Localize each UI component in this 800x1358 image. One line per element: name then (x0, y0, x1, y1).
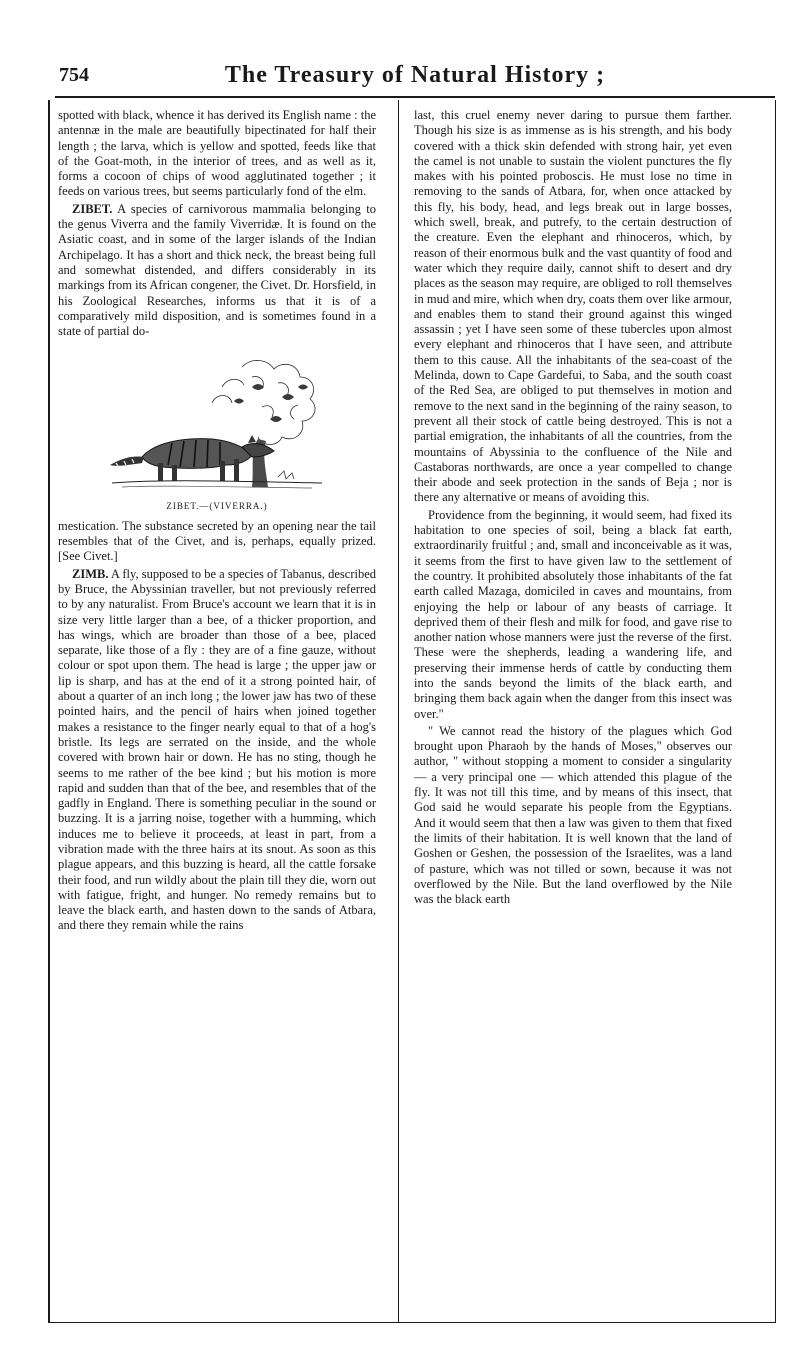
figure-caption: ZIBET.—(VIVERRA.) (166, 501, 268, 512)
entry-zimb (58, 567, 376, 934)
entry-zibet (58, 202, 376, 340)
left-border-rule (48, 100, 50, 1322)
entry-heading-zibet: ZIBET. (72, 201, 113, 216)
paragraph-providence: Providence from the beginning, it would seem, had fixed its habitation to one species of soil, being a black fat earth, extraordinarily fruitful ; and, small and inconceivable as it was, it seems from the first to have given law to the settlement of the country. It prohibited absolutely those inhabitants of the fat earth called Mazaga, domiciled in caves and mountains, from enjoying the help or labour of any beasts of carriage. It deprived them of their flesh and milk for food, and gave rise to another nation whose manners were just the reverse of the first. These were the shepherds, leading a wandering life, and preserving their immense herds of cattle by conducting them into the sands beyond the limits of the black earth, and bringing them back again when the danger from this insect was over." (414, 507, 732, 721)
column-divider (398, 100, 399, 1322)
page-number: 754 (59, 64, 89, 86)
zibet-illustration (58, 347, 376, 514)
right-border-rule (775, 100, 776, 1322)
running-title: The Treasury of Natural History ; (224, 62, 606, 88)
paragraph-continued-right: last, this cruel enemy never daring to pursue them farther. Though his size is as immense as is his strength, and his body covered with a thick skin defended with strong hair, yet even the camel is not unable to sustain the violent punctures the fly makes with his pointed proboscis. He must lose no time in removing to the sands of Atbara, for, when once attacked by this fly, his body, head, and legs break out in large bosses, which swell, break, and putrefy, to the certain destruction of the creature. Even the elephant and rhinoceros, which, by reason of their enormous bulk and the vast quantity of food and water which they require daily, cannot shift to desert and dry places as the season may require, are obliged to roll themselves in mud and mire, which when dry, coats them over like armour, and enables them to stand their ground against this winged assassin ; yet I have seen some of these tubercles upon almost every elephant and rhinoceros that I have seen, and attribute them to this cause. All the inhabitants of the sea-coast of the Melinda, down to Cape Gardefui, to Saba, and the south coast of the Red Sea, are obliged to put themselves in motion and remove to the next sand in the beginning of the rainy season, to prevent all their stock of cattle being destroyed. This is not a partial emigration, the inhabitants of all the countries, from the mountains of Abyssinia to the confluence of the Nile and Castaboras northwards, are once a year compelled to change their abode and seek protection in the sands of Beja ; nor is there any alternative or means of avoiding this. (414, 108, 732, 505)
paragraph-after-figure: mestication. The substance secreted by an opening near the tail resembles that of the Civet, and is, perhaps, equally prized. [See Civet.] (58, 518, 376, 564)
paragraph-plagues: " We cannot read the history of the plagues which God brought upon Pharaoh by the hands of Moses," observes our author, " without stopping a moment to consider a singularity — a very principal one — which attended this plague of the fly. It was not till this time, and by means of this insect, that God said he would separate his people from the Egyptians. And it would seem that then a law was given to them that fixed the limits of their habitation. It is well known that the land of Goshen or Geshen, the possession of the Israelites, was a land of pasture, which was not tilled or sown, because it was not overflowed by the Nile. But the land overflowed by the Nile was the black earth (414, 723, 732, 907)
zibet-engraving (102, 347, 332, 497)
entry-heading-zimb: ZIMB. (72, 566, 109, 581)
page-header (55, 62, 775, 98)
paragraph-continued: spotted with black, whence it has derived its English name : the antennæ in the male are beautifully bipectinated for half their length ; the larva, which is yellow and spotted, feeds like that of the Goat-moth, in the interior of trees, and as well as it, forms a cocoon of chips of wood agglutinated together ; it feeds on various trees, but seems particularly fond of the elm. (58, 108, 376, 199)
right-column (414, 108, 732, 909)
bottom-border-rule (48, 1322, 776, 1323)
left-column (58, 108, 376, 936)
entry-text-zibet: A species of carnivorous mammalia belonging to the genus Viverra and the family Viverridæ. It is found on the Asiatic coast, and in some of the larger islands of the Indian Archipelago. It has a short and thick neck, the breast being full and somewhat distended, and differs considerably in its markings from its African congener, the Civet. Dr. Horsfield, in his Zoological Researches, informs us that it is of a comparatively mild disposition, and is sometimes found in a state of partial do- (58, 201, 376, 339)
entry-text-zimb: A fly, supposed to be a species of Tabanus, described by Bruce, the Abyssinian traveller, but not previously referred to by any naturalist. From Bruce's account we learn that it is in size very little larger than a bee, of a thicker proportion, and has wings, which are broader than those of a bee, placed separate, like those of a fly : they are of a fine gauze, without colour or spot upon them. The head is large ; the upper jaw or lip is sharp, and has at the end of it a strong pointed hair, of about a quarter of an inch long ; the lower jaw has two of these pointed hairs, and the pencil of hairs when joined together makes a resistance to the finger nearly equal to that of a hog's bristle. Its legs are serrated on the inside, and the whole covered with brown hair or down. He has no sting, though he seems to me rather of the bee kind ; but his motion is more rapid and sudden than that of the bee, and resembles that of the gadfly in England. There is something peculiar in the sound or buzzing. It is a jarring noise, together with a humming, which induces me to believe it proceeds, at least in part, from a vibration made with the three hairs at its snout. As soon as this plague appears, and this buzzing is heard, all the cattle forsake their food, and run wildly about the plain till they die, worn out with fatigue, fright, and hunger. No remedy remains but to leave the black earth, and hasten down to the sands of Atbara, and there they remain while the rains (58, 566, 376, 933)
